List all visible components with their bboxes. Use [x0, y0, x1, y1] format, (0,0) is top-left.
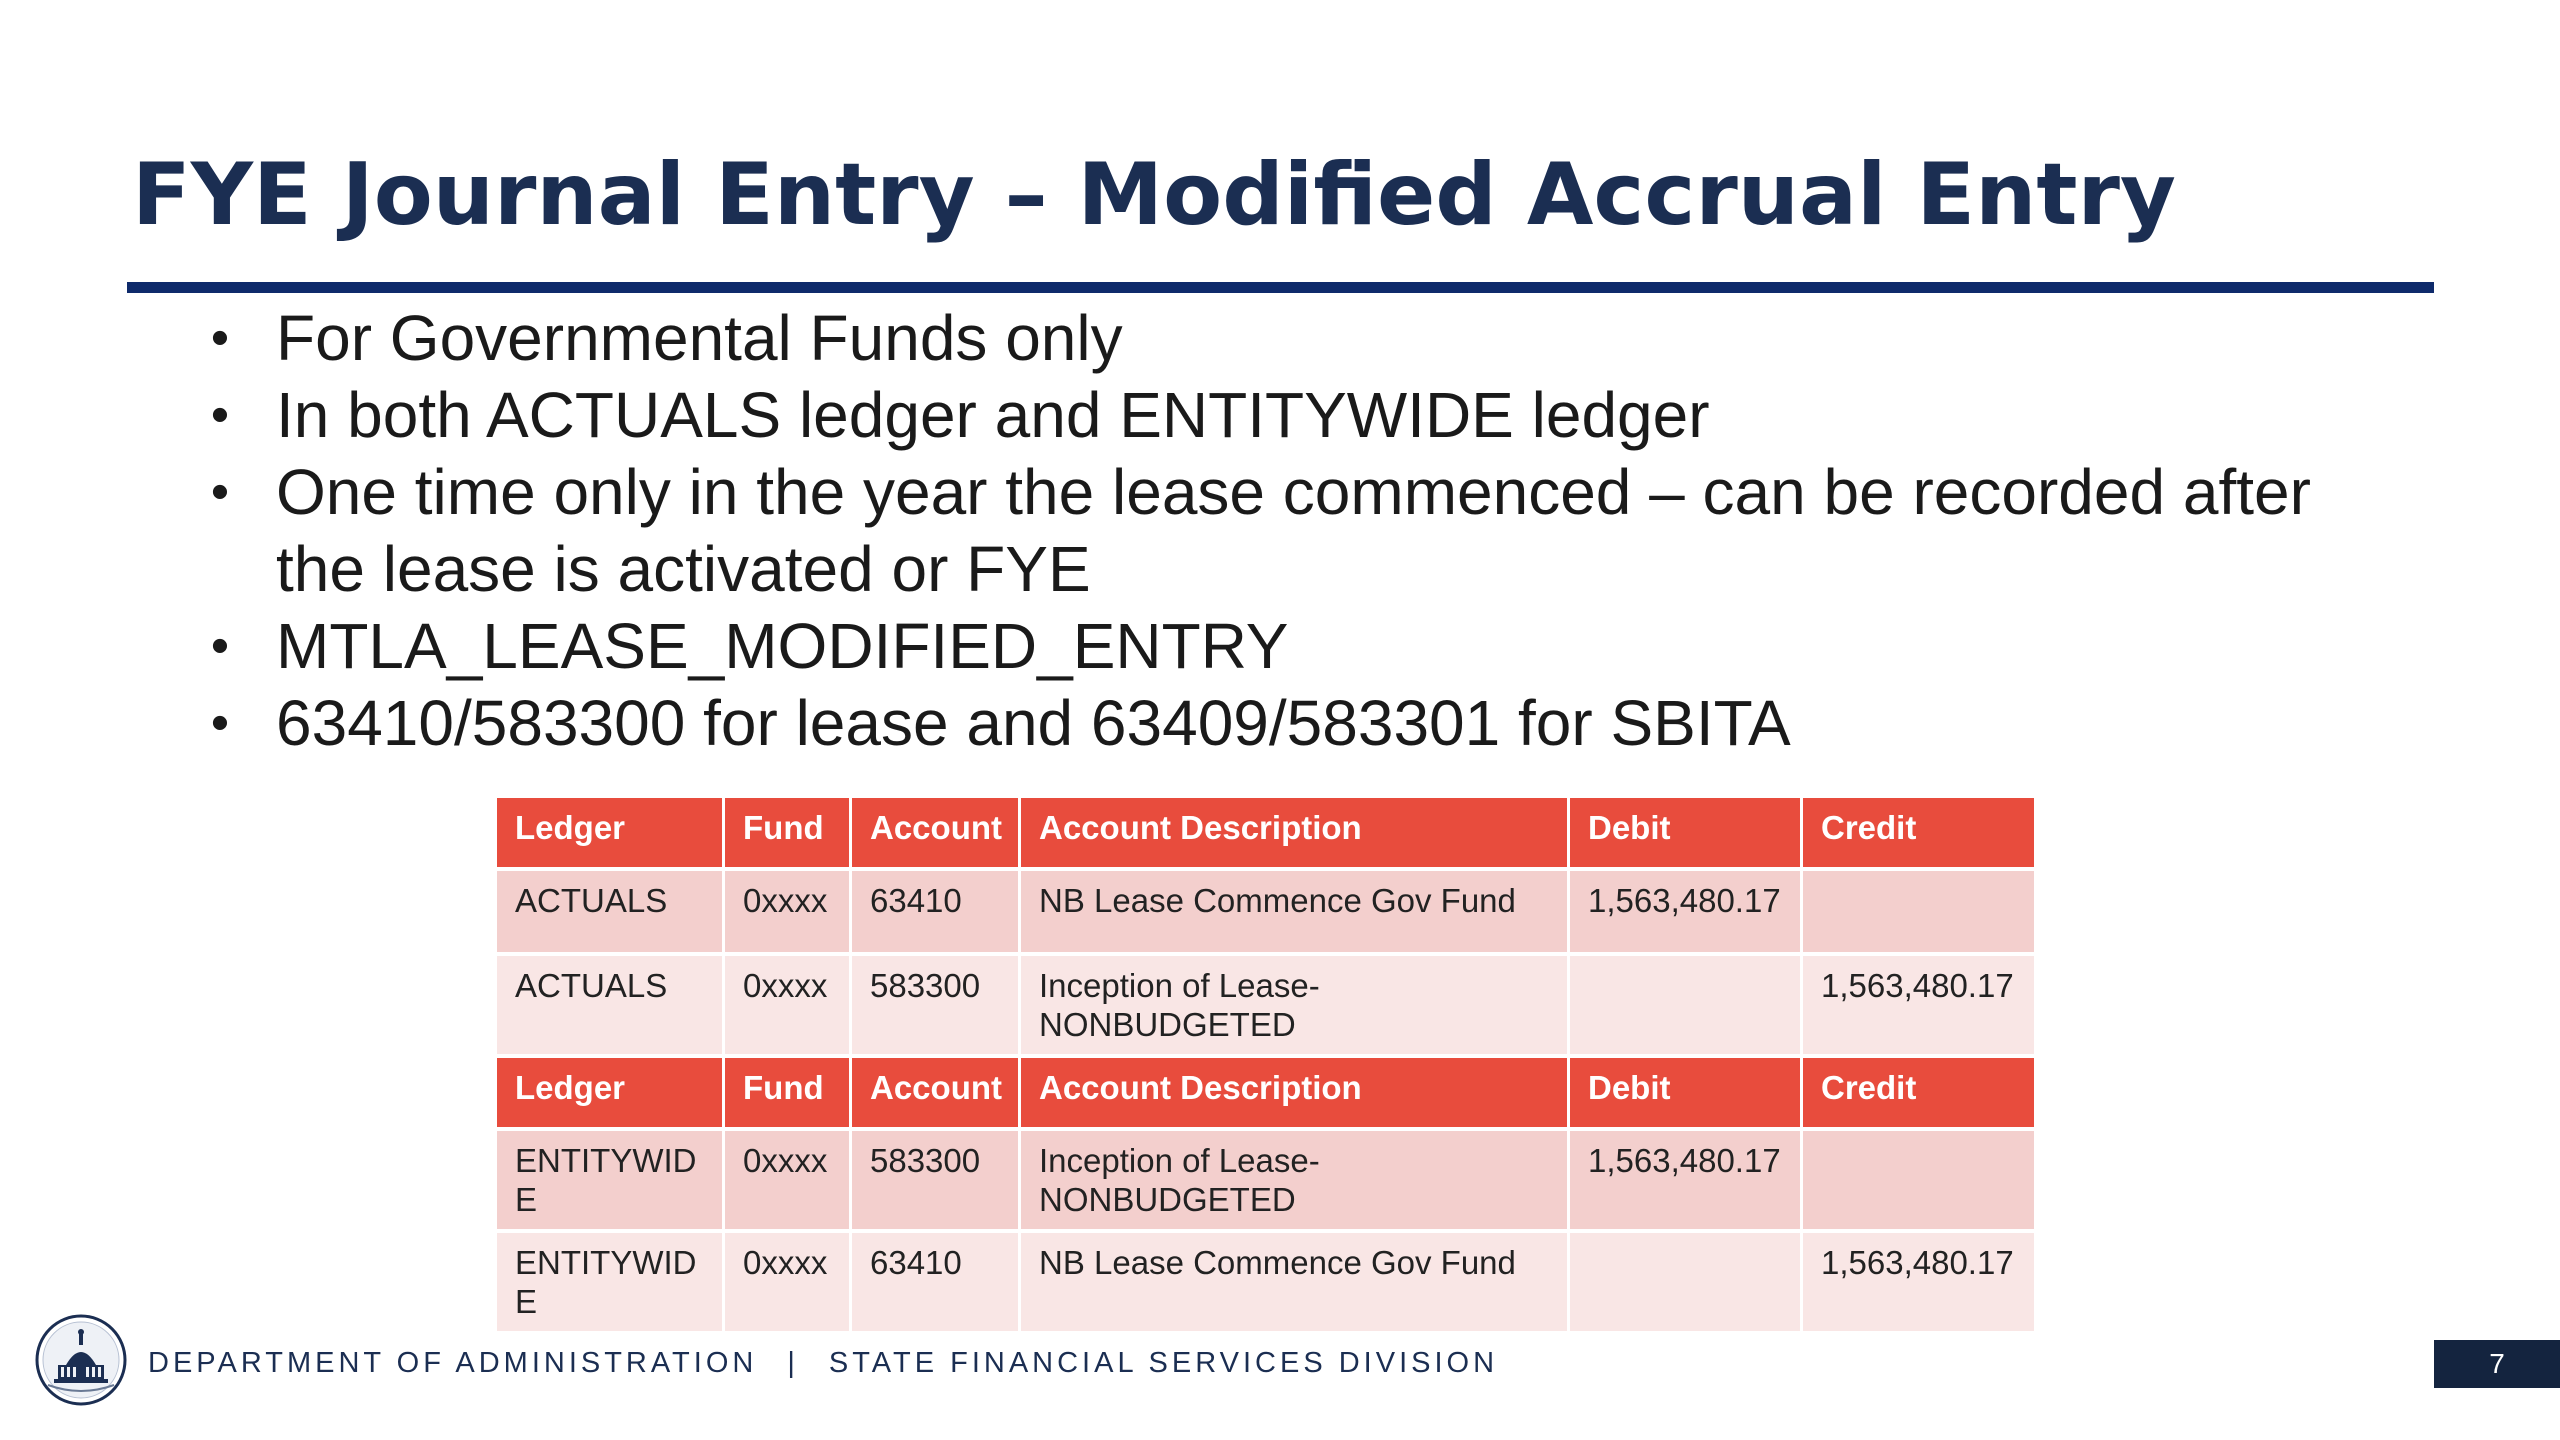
cell-description: Inception of Lease-NONBUDGETED [1021, 1131, 1570, 1233]
bullet-text: MTLA_LEASE_MODIFIED_ENTRY [276, 610, 1289, 682]
cell-debit [1570, 956, 1803, 1058]
cell-ledger: ACTUALS [497, 956, 725, 1058]
cell-fund: 0xxxx [725, 956, 852, 1058]
table-header-row [497, 1058, 2034, 1131]
bullet-item [200, 300, 2400, 377]
cell-ledger: ACTUALS [497, 871, 725, 956]
header-credit: Credit [1803, 798, 2034, 871]
cell-credit [1803, 1131, 2034, 1233]
footer-department: DEPARTMENT OF ADMINISTRATION [148, 1347, 758, 1379]
bullet-item [200, 685, 2400, 762]
bullet-text: For Governmental Funds only [276, 302, 1123, 374]
bullet-icon: • [210, 694, 230, 752]
cell-account: 583300 [852, 1131, 1021, 1233]
cell-debit: 1,563,480.17 [1570, 871, 1803, 956]
bullet-icon: • [210, 463, 230, 521]
cell-account: 63410 [852, 1233, 1021, 1335]
slide-title: FYE Journal Entry – Modified Accrual Entry [132, 145, 2176, 245]
bullet-item [200, 454, 2400, 608]
bullet-item [200, 608, 2400, 685]
cell-fund: 0xxxx [725, 1131, 852, 1233]
bullet-text: One time only in the year the lease commenced – can be recorded after the lease is activated or FYE [276, 456, 2311, 605]
header-account-description: Account Description [1021, 1058, 1570, 1131]
cell-description: Inception of Lease-NONBUDGETED [1021, 956, 1570, 1058]
bullet-text: 63410/583300 for lease and 63409/583301 for SBITA [276, 687, 1791, 759]
cell-ledger: ENTITYWIDE [497, 1233, 725, 1335]
cell-ledger: ENTITYWIDE [497, 1131, 725, 1233]
table-row [497, 1131, 2034, 1233]
header-debit: Debit [1570, 1058, 1803, 1131]
cell-credit: 1,563,480.17 [1803, 956, 2034, 1058]
journal-entry-tables [497, 798, 2034, 1335]
bullet-list [200, 300, 2400, 762]
footer-organization [148, 1347, 1498, 1380]
header-account-description: Account Description [1021, 798, 1570, 871]
header-debit: Debit [1570, 798, 1803, 871]
cell-account: 583300 [852, 956, 1021, 1058]
cell-description: NB Lease Commence Gov Fund [1021, 871, 1570, 956]
bullet-icon: • [210, 309, 230, 367]
table-header-row [497, 798, 2034, 871]
header-account: Account [852, 1058, 1021, 1131]
table-row [497, 956, 2034, 1058]
capitol-dome-icon [34, 1313, 128, 1407]
header-account: Account [852, 798, 1021, 871]
header-ledger: Ledger [497, 1058, 725, 1131]
journal-entry-table [497, 798, 2034, 1335]
header-ledger: Ledger [497, 798, 725, 871]
footer-division: STATE FINANCIAL SERVICES DIVISION [828, 1347, 1499, 1379]
footer-separator: | [787, 1347, 799, 1379]
bullet-icon: • [210, 617, 230, 675]
header-fund: Fund [725, 798, 852, 871]
bullet-icon: • [210, 386, 230, 444]
title-divider [127, 282, 2434, 293]
cell-credit [1803, 871, 2034, 956]
header-credit: Credit [1803, 1058, 2034, 1131]
cell-fund: 0xxxx [725, 1233, 852, 1335]
cell-fund: 0xxxx [725, 871, 852, 956]
cell-debit: 1,563,480.17 [1570, 1131, 1803, 1233]
page-number: 7 [2434, 1340, 2560, 1388]
cell-credit: 1,563,480.17 [1803, 1233, 2034, 1335]
table-row [497, 1233, 2034, 1335]
cell-description: NB Lease Commence Gov Fund [1021, 1233, 1570, 1335]
cell-debit [1570, 1233, 1803, 1335]
header-fund: Fund [725, 1058, 852, 1131]
table-row [497, 871, 2034, 956]
cell-account: 63410 [852, 871, 1021, 956]
bullet-item [200, 377, 2400, 454]
bullet-text: In both ACTUALS ledger and ENTITYWIDE ledger [276, 379, 1710, 451]
